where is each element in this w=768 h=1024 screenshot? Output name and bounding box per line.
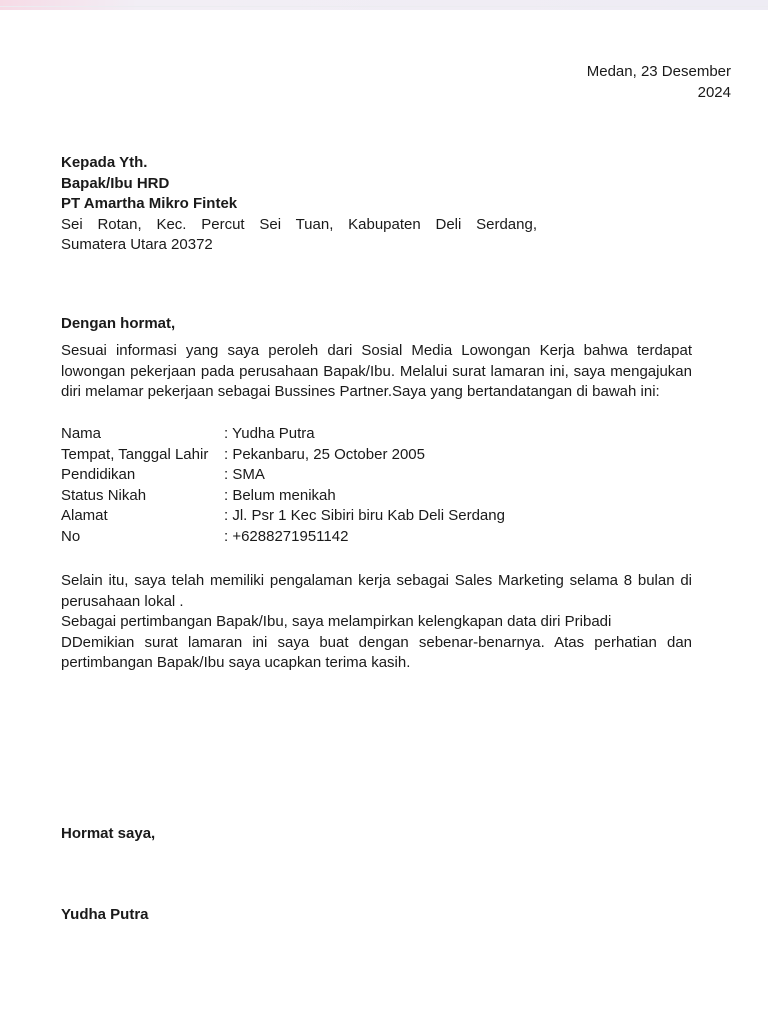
- detail-label: Status Nikah: [61, 486, 147, 504]
- greeting: Dengan hormat,: [61, 315, 176, 332]
- detail-row-marital: [61, 486, 692, 507]
- attachment-line: Sebagai pertimbangan Bapak/Ibu, saya melampirkan kelengkapan data diri Pribadi: [61, 613, 612, 630]
- closing-paragraph: DDemikian surat lamaran ini saya buat dengan sebenar-benarnya. Atas perhatian dan pertimbangan Bapak/Ibu saya ucapkan terima kasih.: [61, 633, 692, 671]
- signature-name: Yudha Putra: [61, 906, 149, 923]
- viewer-top-band: [0, 0, 768, 10]
- experience-paragraph: Selain itu, saya telah memiliki pengalaman kerja sebagai Sales Marketing selama 8 bulan di perusahaan lokal .: [61, 572, 692, 610]
- detail-value: : Belum menikah: [224, 486, 336, 504]
- detail-label: Alamat: [61, 507, 108, 524]
- intro-paragraph: Sesuai informasi yang saya peroleh dari Sosial Media Lowongan Kerja bahwa terdapat lowongan pekerjaan pada perusahaan Bapak/Ibu. Melalui surat lamaran ini, saya mengajukan diri melamar pekerjaan sebagai Bussines Partner.Saya yang bertandatangan di bawah ini:: [61, 342, 692, 400]
- recipient-salutation: Kepada Yth.: [61, 154, 148, 171]
- detail-row-name: [61, 424, 692, 445]
- date-line-2: 2024: [697, 84, 731, 101]
- letter-date: [431, 61, 731, 103]
- closing-paragraphs: [61, 571, 692, 674]
- detail-value: : Jl. Psr 1 Kec Sibiri biru Kab Deli Serdang: [224, 507, 505, 524]
- recipient-address-line-2: Sumatera Utara 20372: [61, 236, 213, 253]
- recipient-block: [61, 153, 541, 256]
- detail-label: Tempat, Tanggal Lahir: [61, 445, 209, 463]
- page-edge: [0, 6, 768, 7]
- detail-label: Nama: [61, 425, 102, 442]
- detail-label: No: [61, 527, 81, 545]
- detail-value: : Pekanbaru, 25 October 2005: [224, 445, 425, 463]
- detail-label: Pendidikan: [61, 466, 136, 483]
- detail-row-education: [61, 465, 692, 486]
- detail-value: : +6288271951142: [224, 527, 349, 545]
- date-line-1: Medan, 23 Desember: [586, 63, 731, 80]
- closing-salutation: Hormat saya,: [61, 825, 156, 842]
- detail-row-birth: [61, 445, 692, 466]
- detail-row-phone: [61, 527, 692, 548]
- recipient-department: Bapak/Ibu HRD: [61, 174, 170, 192]
- detail-row-address: [61, 506, 692, 527]
- recipient-address-line-1: Sei Rotan, Kec. Percut Sei Tuan, Kabupaten Deli Serdang,: [61, 215, 537, 233]
- detail-value: : SMA: [224, 466, 265, 483]
- recipient-company: PT Amartha Mikro Fintek: [61, 195, 238, 212]
- applicant-details: [61, 424, 692, 547]
- detail-value: : Yudha Putra: [224, 425, 315, 442]
